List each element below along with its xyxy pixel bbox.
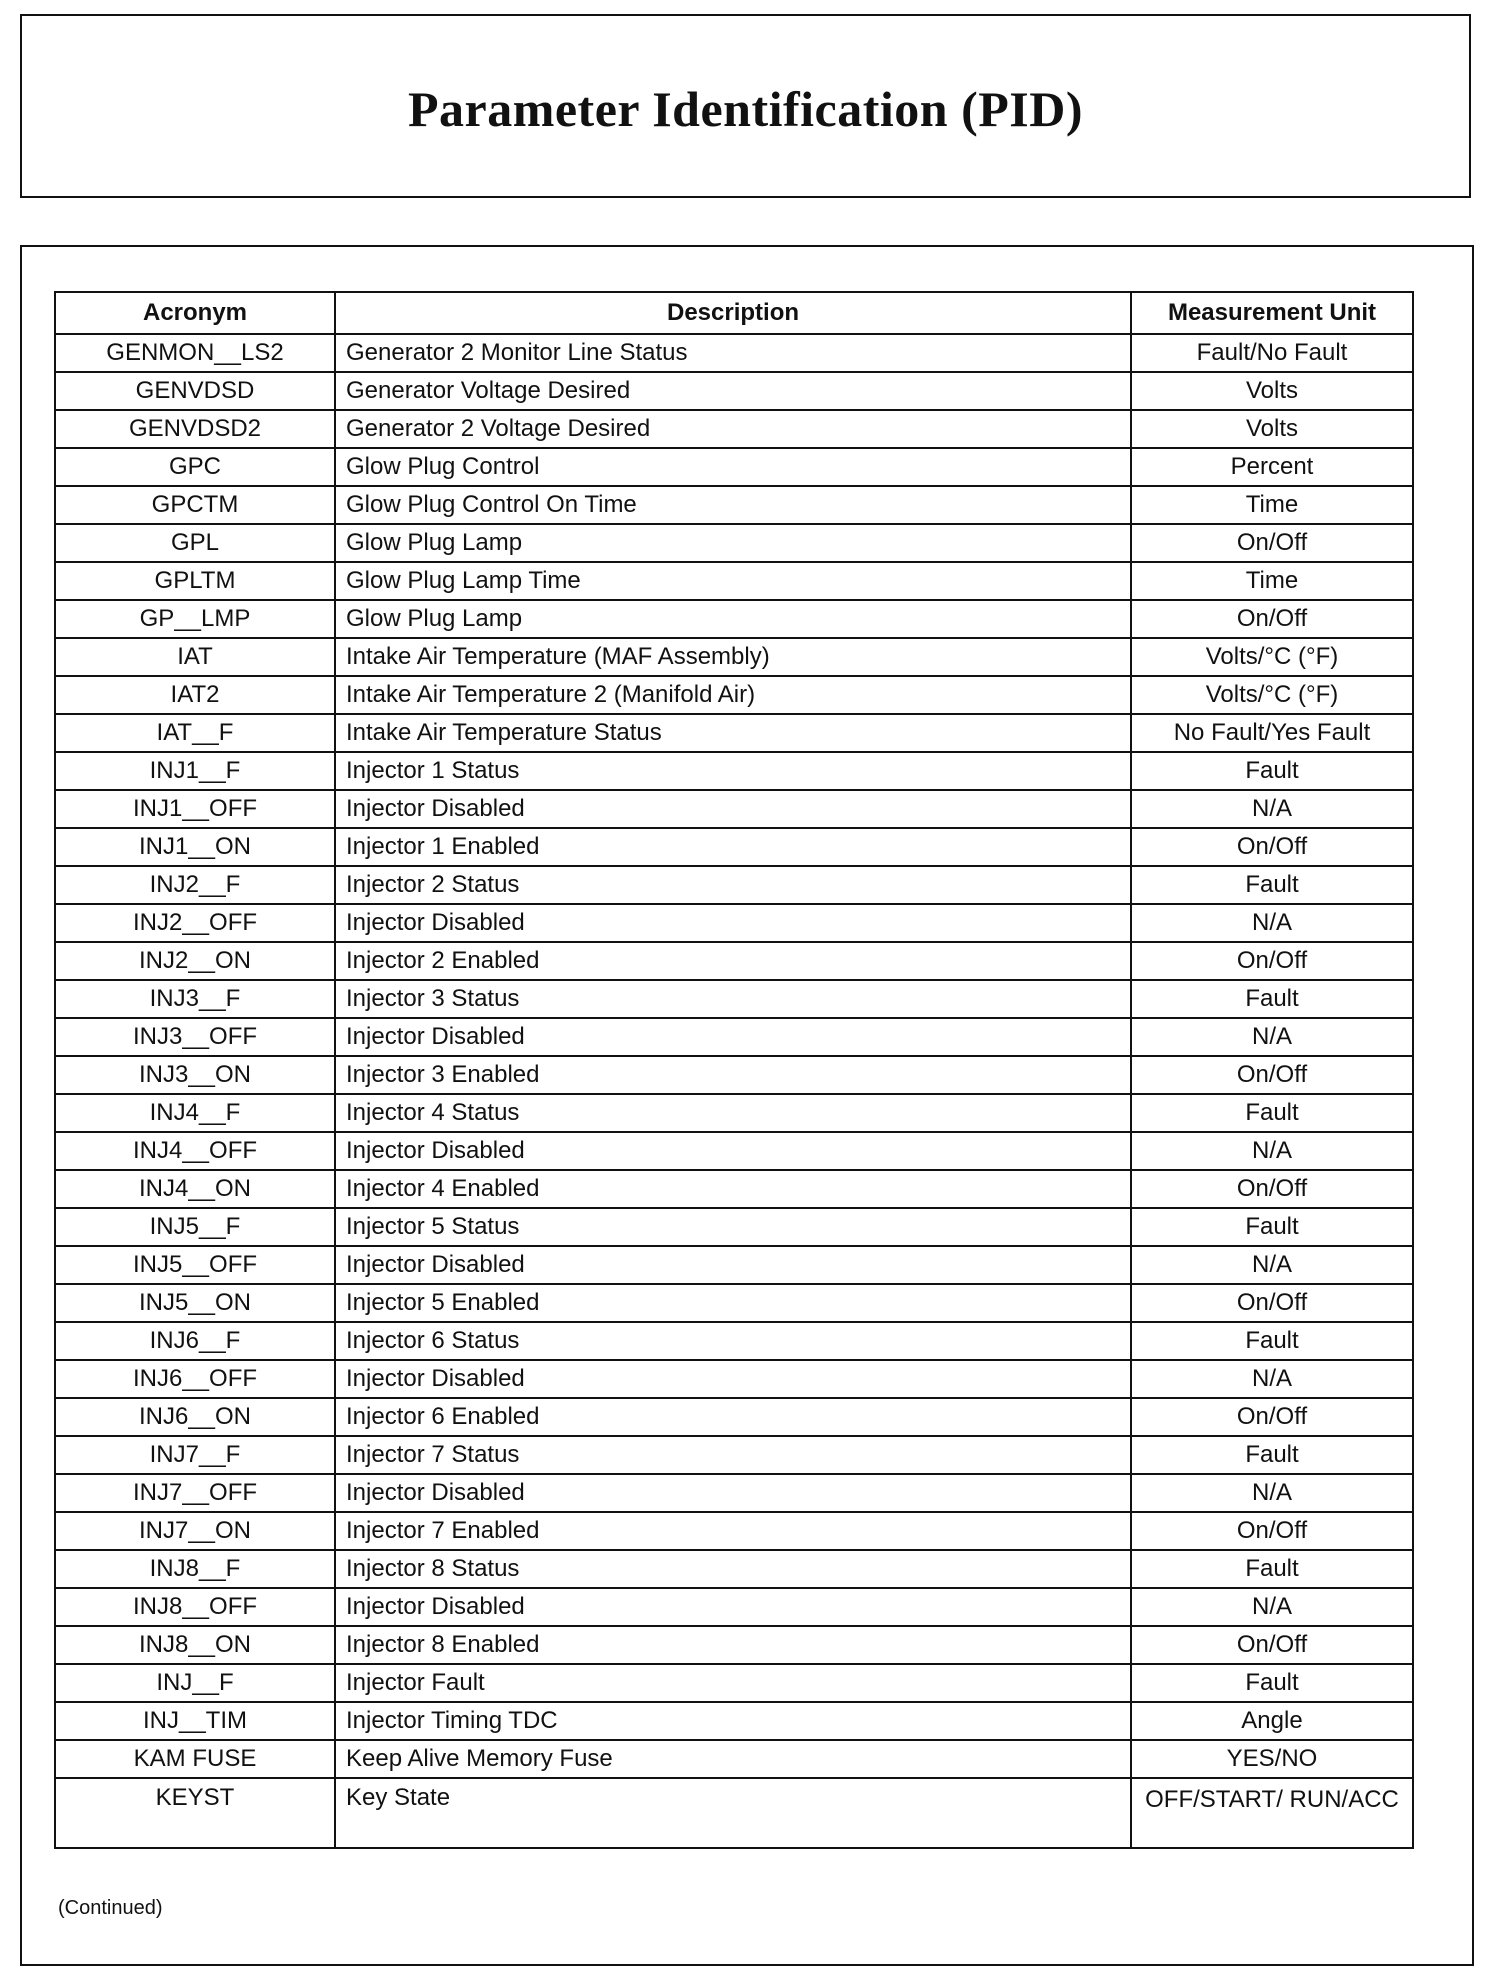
continued-note: (Continued) bbox=[58, 1897, 163, 1919]
measurement-unit-cell: Time bbox=[1131, 486, 1413, 524]
description-cell: Intake Air Temperature 2 (Manifold Air) bbox=[335, 676, 1131, 714]
page-title: Parameter Identification (PID) bbox=[407, 81, 1083, 137]
description-cell: Generator Voltage Desired bbox=[335, 372, 1131, 410]
table-row bbox=[55, 1246, 1413, 1284]
description-cell: Injector Fault bbox=[335, 1664, 1131, 1702]
description-cell: Glow Plug Control On Time bbox=[335, 486, 1131, 524]
description-cell: Key State bbox=[335, 1778, 1131, 1848]
description-cell: Injector Disabled bbox=[335, 904, 1131, 942]
table-row bbox=[55, 448, 1413, 486]
description-cell: Injector 4 Status bbox=[335, 1094, 1131, 1132]
measurement-unit-cell: On/Off bbox=[1131, 942, 1413, 980]
measurement-unit-cell: YES/NO bbox=[1131, 1740, 1413, 1778]
table-row bbox=[55, 942, 1413, 980]
measurement-unit-cell: On/Off bbox=[1131, 1170, 1413, 1208]
description-cell: Intake Air Temperature Status bbox=[335, 714, 1131, 752]
measurement-unit-cell: On/Off bbox=[1131, 1512, 1413, 1550]
table-row bbox=[55, 1284, 1413, 1322]
description-cell: Glow Plug Lamp Time bbox=[335, 562, 1131, 600]
measurement-unit-cell: Fault bbox=[1131, 980, 1413, 1018]
measurement-unit-cell: N/A bbox=[1131, 1588, 1413, 1626]
table-row bbox=[55, 1512, 1413, 1550]
acronym-cell: INJ1__F bbox=[55, 752, 335, 790]
description-cell: Injector 7 Enabled bbox=[335, 1512, 1131, 1550]
description-cell: Injector 3 Status bbox=[335, 980, 1131, 1018]
description-cell: Glow Plug Lamp bbox=[335, 600, 1131, 638]
description-cell: Injector 1 Status bbox=[335, 752, 1131, 790]
measurement-unit-cell: Volts bbox=[1131, 410, 1413, 448]
acronym-cell: INJ8__OFF bbox=[55, 1588, 335, 1626]
table-row bbox=[55, 1132, 1413, 1170]
description-cell: Injector 5 Status bbox=[335, 1208, 1131, 1246]
acronym-cell: GPCTM bbox=[55, 486, 335, 524]
table-row bbox=[55, 1778, 1413, 1848]
table-row bbox=[55, 904, 1413, 942]
table-row bbox=[55, 1170, 1413, 1208]
measurement-unit-cell: N/A bbox=[1131, 1360, 1413, 1398]
header-description: Description bbox=[335, 292, 1131, 334]
acronym-cell: GPC bbox=[55, 448, 335, 486]
measurement-unit-cell: N/A bbox=[1131, 1018, 1413, 1056]
measurement-unit-cell: Fault bbox=[1131, 1094, 1413, 1132]
measurement-unit-cell: Fault/No Fault bbox=[1131, 334, 1413, 372]
acronym-cell: GPL bbox=[55, 524, 335, 562]
measurement-unit-cell: Fault bbox=[1131, 752, 1413, 790]
acronym-cell: GENVDSD2 bbox=[55, 410, 335, 448]
table-row bbox=[55, 1740, 1413, 1778]
description-cell: Generator 2 Monitor Line Status bbox=[335, 334, 1131, 372]
table-row bbox=[55, 1056, 1413, 1094]
table-row bbox=[55, 334, 1413, 372]
measurement-unit-cell: N/A bbox=[1131, 1474, 1413, 1512]
acronym-cell: INJ1__OFF bbox=[55, 790, 335, 828]
acronym-cell: INJ7__F bbox=[55, 1436, 335, 1474]
description-cell: Injector 2 Status bbox=[335, 866, 1131, 904]
table-row bbox=[55, 752, 1413, 790]
measurement-unit-cell: Fault bbox=[1131, 1208, 1413, 1246]
acronym-cell: IAT__F bbox=[55, 714, 335, 752]
description-cell: Glow Plug Lamp bbox=[335, 524, 1131, 562]
acronym-cell: INJ6__F bbox=[55, 1322, 335, 1360]
acronym-cell: GPLTM bbox=[55, 562, 335, 600]
measurement-unit-cell: On/Off bbox=[1131, 1398, 1413, 1436]
table-row bbox=[55, 600, 1413, 638]
measurement-unit-cell: Angle bbox=[1131, 1702, 1413, 1740]
acronym-cell: INJ6__OFF bbox=[55, 1360, 335, 1398]
acronym-cell: GENMON__LS2 bbox=[55, 334, 335, 372]
acronym-cell: INJ5__F bbox=[55, 1208, 335, 1246]
table-body bbox=[55, 334, 1413, 1848]
acronym-cell: INJ5__ON bbox=[55, 1284, 335, 1322]
title-box bbox=[20, 14, 1471, 198]
table-row bbox=[55, 714, 1413, 752]
acronym-cell: INJ6__ON bbox=[55, 1398, 335, 1436]
acronym-cell: INJ3__ON bbox=[55, 1056, 335, 1094]
acronym-cell: KEYST bbox=[55, 1778, 335, 1848]
measurement-unit-cell: Time bbox=[1131, 562, 1413, 600]
acronym-cell: IAT bbox=[55, 638, 335, 676]
measurement-unit-cell: On/Off bbox=[1131, 1056, 1413, 1094]
table-row bbox=[55, 1208, 1413, 1246]
acronym-cell: INJ7__OFF bbox=[55, 1474, 335, 1512]
acronym-cell: INJ8__F bbox=[55, 1550, 335, 1588]
description-cell: Injector 6 Enabled bbox=[335, 1398, 1131, 1436]
table-row bbox=[55, 1550, 1413, 1588]
description-cell: Injector Disabled bbox=[335, 1360, 1131, 1398]
measurement-unit-cell: No Fault/Yes Fault bbox=[1131, 714, 1413, 752]
measurement-unit-cell: N/A bbox=[1131, 904, 1413, 942]
description-cell: Intake Air Temperature (MAF Assembly) bbox=[335, 638, 1131, 676]
table-row bbox=[55, 980, 1413, 1018]
description-cell: Keep Alive Memory Fuse bbox=[335, 1740, 1131, 1778]
description-cell: Injector 1 Enabled bbox=[335, 828, 1131, 866]
measurement-unit-cell: Volts bbox=[1131, 372, 1413, 410]
pid-table bbox=[54, 291, 1414, 1849]
measurement-unit-cell: Fault bbox=[1131, 1322, 1413, 1360]
table-row bbox=[55, 676, 1413, 714]
description-cell: Injector 8 Enabled bbox=[335, 1626, 1131, 1664]
acronym-cell: INJ1__ON bbox=[55, 828, 335, 866]
table-row bbox=[55, 1360, 1413, 1398]
acronym-cell: INJ3__OFF bbox=[55, 1018, 335, 1056]
measurement-unit-cell: OFF/START/ RUN/ACC bbox=[1131, 1778, 1413, 1848]
description-cell: Injector Disabled bbox=[335, 1246, 1131, 1284]
table-row bbox=[55, 790, 1413, 828]
table-row bbox=[55, 1094, 1413, 1132]
measurement-unit-cell: On/Off bbox=[1131, 600, 1413, 638]
acronym-cell: INJ4__ON bbox=[55, 1170, 335, 1208]
table-row bbox=[55, 1626, 1413, 1664]
measurement-unit-cell: N/A bbox=[1131, 790, 1413, 828]
header-measurement-unit: Measurement Unit bbox=[1131, 292, 1413, 334]
description-cell: Injector Disabled bbox=[335, 1474, 1131, 1512]
table-row bbox=[55, 372, 1413, 410]
acronym-cell: KAM FUSE bbox=[55, 1740, 335, 1778]
acronym-cell: INJ2__F bbox=[55, 866, 335, 904]
description-cell: Injector 5 Enabled bbox=[335, 1284, 1131, 1322]
acronym-cell: INJ7__ON bbox=[55, 1512, 335, 1550]
measurement-unit-cell: Fault bbox=[1131, 1550, 1413, 1588]
description-cell: Glow Plug Control bbox=[335, 448, 1131, 486]
description-cell: Injector 3 Enabled bbox=[335, 1056, 1131, 1094]
table-header-row bbox=[55, 292, 1413, 334]
description-cell: Injector 2 Enabled bbox=[335, 942, 1131, 980]
table-row bbox=[55, 486, 1413, 524]
description-cell: Injector 8 Status bbox=[335, 1550, 1131, 1588]
measurement-unit-cell: Percent bbox=[1131, 448, 1413, 486]
table-row bbox=[55, 562, 1413, 600]
description-cell: Injector 6 Status bbox=[335, 1322, 1131, 1360]
table-row bbox=[55, 638, 1413, 676]
table-row bbox=[55, 1664, 1413, 1702]
table-row bbox=[55, 1018, 1413, 1056]
table-row bbox=[55, 1322, 1413, 1360]
acronym-cell: GP__LMP bbox=[55, 600, 335, 638]
table-row bbox=[55, 1398, 1413, 1436]
table-frame bbox=[20, 245, 1474, 1966]
description-cell: Injector Disabled bbox=[335, 790, 1131, 828]
measurement-unit-cell: Fault bbox=[1131, 866, 1413, 904]
table-row bbox=[55, 1474, 1413, 1512]
table-row bbox=[55, 1588, 1413, 1626]
measurement-unit-cell: N/A bbox=[1131, 1246, 1413, 1284]
measurement-unit-cell: Volts/°C (°F) bbox=[1131, 676, 1413, 714]
measurement-unit-cell: Volts/°C (°F) bbox=[1131, 638, 1413, 676]
description-cell: Injector Disabled bbox=[335, 1132, 1131, 1170]
table-row bbox=[55, 866, 1413, 904]
acronym-cell: INJ5__OFF bbox=[55, 1246, 335, 1284]
acronym-cell: IAT2 bbox=[55, 676, 335, 714]
description-cell: Injector 4 Enabled bbox=[335, 1170, 1131, 1208]
measurement-unit-cell: On/Off bbox=[1131, 828, 1413, 866]
measurement-unit-cell: Fault bbox=[1131, 1664, 1413, 1702]
acronym-cell: INJ4__OFF bbox=[55, 1132, 335, 1170]
measurement-unit-cell: Fault bbox=[1131, 1436, 1413, 1474]
description-cell: Injector Disabled bbox=[335, 1588, 1131, 1626]
description-cell: Injector Timing TDC bbox=[335, 1702, 1131, 1740]
measurement-unit-cell: N/A bbox=[1131, 1132, 1413, 1170]
table-row bbox=[55, 410, 1413, 448]
acronym-cell: INJ3__F bbox=[55, 980, 335, 1018]
acronym-cell: INJ2__ON bbox=[55, 942, 335, 980]
measurement-unit-cell: On/Off bbox=[1131, 524, 1413, 562]
description-cell: Injector 7 Status bbox=[335, 1436, 1131, 1474]
table-row bbox=[55, 1436, 1413, 1474]
acronym-cell: INJ__F bbox=[55, 1664, 335, 1702]
table-row bbox=[55, 1702, 1413, 1740]
acronym-cell: INJ__TIM bbox=[55, 1702, 335, 1740]
description-cell: Generator 2 Voltage Desired bbox=[335, 410, 1131, 448]
acronym-cell: INJ8__ON bbox=[55, 1626, 335, 1664]
measurement-unit-cell: On/Off bbox=[1131, 1284, 1413, 1322]
measurement-unit-cell: On/Off bbox=[1131, 1626, 1413, 1664]
acronym-cell: INJ4__F bbox=[55, 1094, 335, 1132]
table-row bbox=[55, 828, 1413, 866]
acronym-cell: INJ2__OFF bbox=[55, 904, 335, 942]
acronym-cell: GENVDSD bbox=[55, 372, 335, 410]
header-acronym: Acronym bbox=[55, 292, 335, 334]
table-row bbox=[55, 524, 1413, 562]
description-cell: Injector Disabled bbox=[335, 1018, 1131, 1056]
